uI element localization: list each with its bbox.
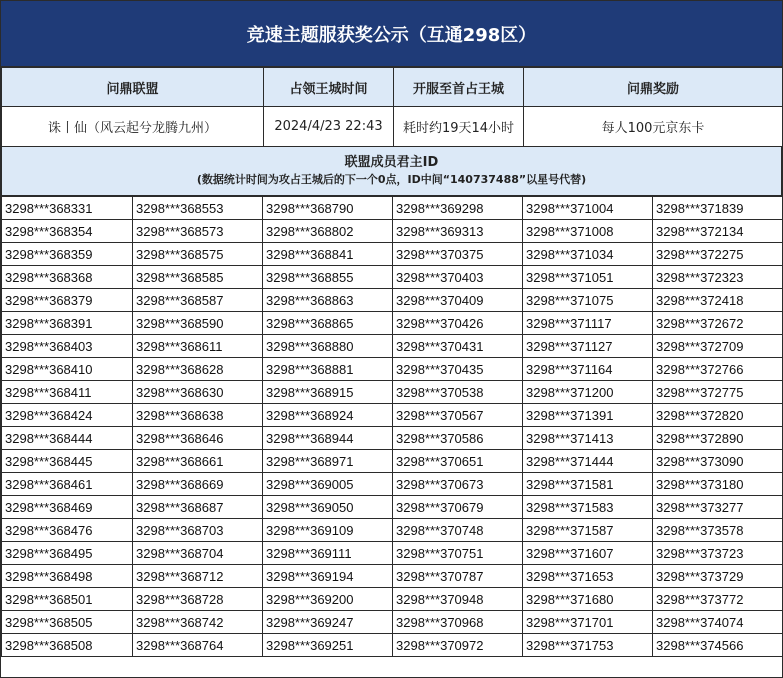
table-row <box>2 473 783 496</box>
member-id-cell: 3298***372275 <box>653 243 783 266</box>
member-id-cell: 3298***370538 <box>393 381 523 404</box>
table-row <box>2 243 783 266</box>
member-id-cell: 3298***368855 <box>263 266 393 289</box>
member-id-cell: 3298***368712 <box>133 565 263 588</box>
member-id-cell: 3298***369194 <box>263 565 393 588</box>
member-id-cell: 3298***368354 <box>2 220 133 243</box>
table-row <box>2 220 783 243</box>
table-row <box>2 335 783 358</box>
member-id-cell: 3298***370431 <box>393 335 523 358</box>
member-id-cell: 3298***372766 <box>653 358 783 381</box>
member-id-cell: 3298***370968 <box>393 611 523 634</box>
member-id-cell: 3298***373090 <box>653 450 783 473</box>
member-id-cell: 3298***368742 <box>133 611 263 634</box>
member-id-cell: 3298***371008 <box>523 220 653 243</box>
member-id-cell: 3298***370403 <box>393 266 523 289</box>
table-row <box>2 404 783 427</box>
member-id-cell: 3298***368764 <box>133 634 263 657</box>
member-id-cell: 3298***371680 <box>523 588 653 611</box>
member-id-cell: 3298***373772 <box>653 588 783 611</box>
reward: 每人100元京东卡 <box>524 107 783 147</box>
member-id-cell: 3298***368971 <box>263 450 393 473</box>
table-row <box>2 358 783 381</box>
member-id-cell: 3298***368379 <box>2 289 133 312</box>
member-id-cell: 3298***368865 <box>263 312 393 335</box>
member-id-cell: 3298***372890 <box>653 427 783 450</box>
member-id-cell: 3298***369313 <box>393 220 523 243</box>
table-row <box>2 197 783 220</box>
member-id-cell: 3298***371607 <box>523 542 653 565</box>
header-capture-time: 占领王城时间 <box>264 68 394 107</box>
member-id-cell: 3298***370748 <box>393 519 523 542</box>
member-id-cell: 3298***371075 <box>523 289 653 312</box>
member-id-cell: 3298***369251 <box>263 634 393 657</box>
member-id-cell: 3298***368790 <box>263 197 393 220</box>
table-row <box>2 427 783 450</box>
table-row <box>2 588 783 611</box>
member-id-cell: 3298***368359 <box>2 243 133 266</box>
member-id-cell: 3298***368476 <box>2 519 133 542</box>
members-header <box>1 147 782 196</box>
member-id-cell: 3298***368661 <box>133 450 263 473</box>
info-value-row <box>2 107 783 147</box>
table-row <box>2 565 783 588</box>
table-row <box>2 542 783 565</box>
member-id-cell: 3298***369109 <box>263 519 393 542</box>
member-id-cell: 3298***368444 <box>2 427 133 450</box>
member-id-cell: 3298***368630 <box>133 381 263 404</box>
member-id-table <box>1 196 783 657</box>
member-id-cell: 3298***369247 <box>263 611 393 634</box>
member-id-cell: 3298***372672 <box>653 312 783 335</box>
member-id-cell: 3298***371127 <box>523 335 653 358</box>
member-id-cell: 3298***368410 <box>2 358 133 381</box>
member-id-cell: 3298***369050 <box>263 496 393 519</box>
member-id-cell: 3298***368411 <box>2 381 133 404</box>
member-id-cell: 3298***372820 <box>653 404 783 427</box>
member-id-cell: 3298***368687 <box>133 496 263 519</box>
member-id-cell: 3298***373277 <box>653 496 783 519</box>
capture-time: 2024/4/23 22:43 <box>264 107 394 147</box>
member-id-cell: 3298***370679 <box>393 496 523 519</box>
member-id-cell: 3298***368445 <box>2 450 133 473</box>
member-id-cell: 3298***371034 <box>523 243 653 266</box>
member-id-cell: 3298***368331 <box>2 197 133 220</box>
table-row <box>2 450 783 473</box>
table-row <box>2 611 783 634</box>
member-id-cell: 3298***373578 <box>653 519 783 542</box>
member-id-cell: 3298***371701 <box>523 611 653 634</box>
table-row <box>2 312 783 335</box>
table-row <box>2 496 783 519</box>
member-id-cell: 3298***370567 <box>393 404 523 427</box>
member-id-cell: 3298***368863 <box>263 289 393 312</box>
member-id-cell: 3298***368590 <box>133 312 263 335</box>
member-id-cell: 3298***368646 <box>133 427 263 450</box>
member-id-cell: 3298***371581 <box>523 473 653 496</box>
page-title: 竞速主题服获奖公示（互通298区） <box>1 1 782 67</box>
member-id-cell: 3298***368841 <box>263 243 393 266</box>
member-id-cell: 3298***368704 <box>133 542 263 565</box>
member-id-cell: 3298***371164 <box>523 358 653 381</box>
member-id-cell: 3298***368508 <box>2 634 133 657</box>
table-row <box>2 289 783 312</box>
member-id-cell: 3298***369298 <box>393 197 523 220</box>
member-id-cell: 3298***368368 <box>2 266 133 289</box>
member-id-cell: 3298***368553 <box>133 197 263 220</box>
table-row <box>2 519 783 542</box>
header-time-to-capture: 开服至首占王城 <box>394 68 524 107</box>
info-header-row <box>2 68 783 107</box>
member-id-cell: 3298***373723 <box>653 542 783 565</box>
member-id-cell: 3298***370409 <box>393 289 523 312</box>
member-id-cell: 3298***371117 <box>523 312 653 335</box>
member-id-cell: 3298***370751 <box>393 542 523 565</box>
member-id-cell: 3298***368611 <box>133 335 263 358</box>
member-id-cell: 3298***374074 <box>653 611 783 634</box>
member-id-cell: 3298***370673 <box>393 473 523 496</box>
member-id-cell: 3298***368703 <box>133 519 263 542</box>
member-id-cell: 3298***371587 <box>523 519 653 542</box>
member-id-cell: 3298***368498 <box>2 565 133 588</box>
table-row <box>2 634 783 657</box>
table-row <box>2 381 783 404</box>
member-id-cell: 3298***372775 <box>653 381 783 404</box>
member-id-cell: 3298***373729 <box>653 565 783 588</box>
member-id-cell: 3298***368880 <box>263 335 393 358</box>
member-id-cell: 3298***371653 <box>523 565 653 588</box>
member-id-cell: 3298***368424 <box>2 404 133 427</box>
member-id-cell: 3298***371839 <box>653 197 783 220</box>
member-id-cell: 3298***371753 <box>523 634 653 657</box>
time-to-capture: 耗时约19天14小时 <box>394 107 524 147</box>
member-id-cell: 3298***368573 <box>133 220 263 243</box>
member-id-cell: 3298***368628 <box>133 358 263 381</box>
member-id-cell: 3298***369200 <box>263 588 393 611</box>
member-id-body <box>2 197 783 657</box>
member-id-cell: 3298***368915 <box>263 381 393 404</box>
member-id-cell: 3298***371444 <box>523 450 653 473</box>
member-id-cell: 3298***371391 <box>523 404 653 427</box>
header-alliance: 问鼎联盟 <box>2 68 264 107</box>
member-id-cell: 3298***368501 <box>2 588 133 611</box>
member-id-cell: 3298***368403 <box>2 335 133 358</box>
member-id-cell: 3298***368638 <box>133 404 263 427</box>
member-id-cell: 3298***368802 <box>263 220 393 243</box>
member-id-cell: 3298***368881 <box>263 358 393 381</box>
member-id-cell: 3298***368924 <box>263 404 393 427</box>
member-id-cell: 3298***368728 <box>133 588 263 611</box>
member-id-cell: 3298***368669 <box>133 473 263 496</box>
member-id-cell: 3298***368469 <box>2 496 133 519</box>
member-id-cell: 3298***370948 <box>393 588 523 611</box>
member-id-cell: 3298***368505 <box>2 611 133 634</box>
member-id-cell: 3298***371413 <box>523 427 653 450</box>
member-id-cell: 3298***369005 <box>263 473 393 496</box>
member-id-cell: 3298***372323 <box>653 266 783 289</box>
member-id-cell: 3298***371004 <box>523 197 653 220</box>
table-row <box>2 266 783 289</box>
member-id-cell: 3298***368585 <box>133 266 263 289</box>
members-note: (数据统计时间为攻占王城后的下一个0点，ID中间“140737488”以星号代替) <box>196 173 587 186</box>
member-id-cell: 3298***373180 <box>653 473 783 496</box>
member-id-cell: 3298***370586 <box>393 427 523 450</box>
alliance-name: 诛丨仙（风云起兮龙腾九州） <box>2 107 264 147</box>
member-id-cell: 3298***372709 <box>653 335 783 358</box>
member-id-cell: 3298***370435 <box>393 358 523 381</box>
header-reward: 问鼎奖励 <box>524 68 783 107</box>
member-id-cell: 3298***371583 <box>523 496 653 519</box>
member-id-cell: 3298***370651 <box>393 450 523 473</box>
member-id-cell: 3298***371200 <box>523 381 653 404</box>
member-id-cell: 3298***372134 <box>653 220 783 243</box>
member-id-cell: 3298***368575 <box>133 243 263 266</box>
member-id-cell: 3298***368944 <box>263 427 393 450</box>
member-id-cell: 3298***371051 <box>523 266 653 289</box>
member-id-cell: 3298***368495 <box>2 542 133 565</box>
member-id-cell: 3298***374566 <box>653 634 783 657</box>
member-id-cell: 3298***372418 <box>653 289 783 312</box>
member-id-cell: 3298***370375 <box>393 243 523 266</box>
member-id-cell: 3298***368461 <box>2 473 133 496</box>
member-id-cell: 3298***370787 <box>393 565 523 588</box>
member-id-cell: 3298***370426 <box>393 312 523 335</box>
member-id-cell: 3298***368587 <box>133 289 263 312</box>
member-id-cell: 3298***370972 <box>393 634 523 657</box>
alliance-info-table <box>1 67 783 147</box>
members-title: 联盟成员君主ID <box>344 155 439 170</box>
member-id-cell: 3298***369111 <box>263 542 393 565</box>
member-id-cell: 3298***368391 <box>2 312 133 335</box>
